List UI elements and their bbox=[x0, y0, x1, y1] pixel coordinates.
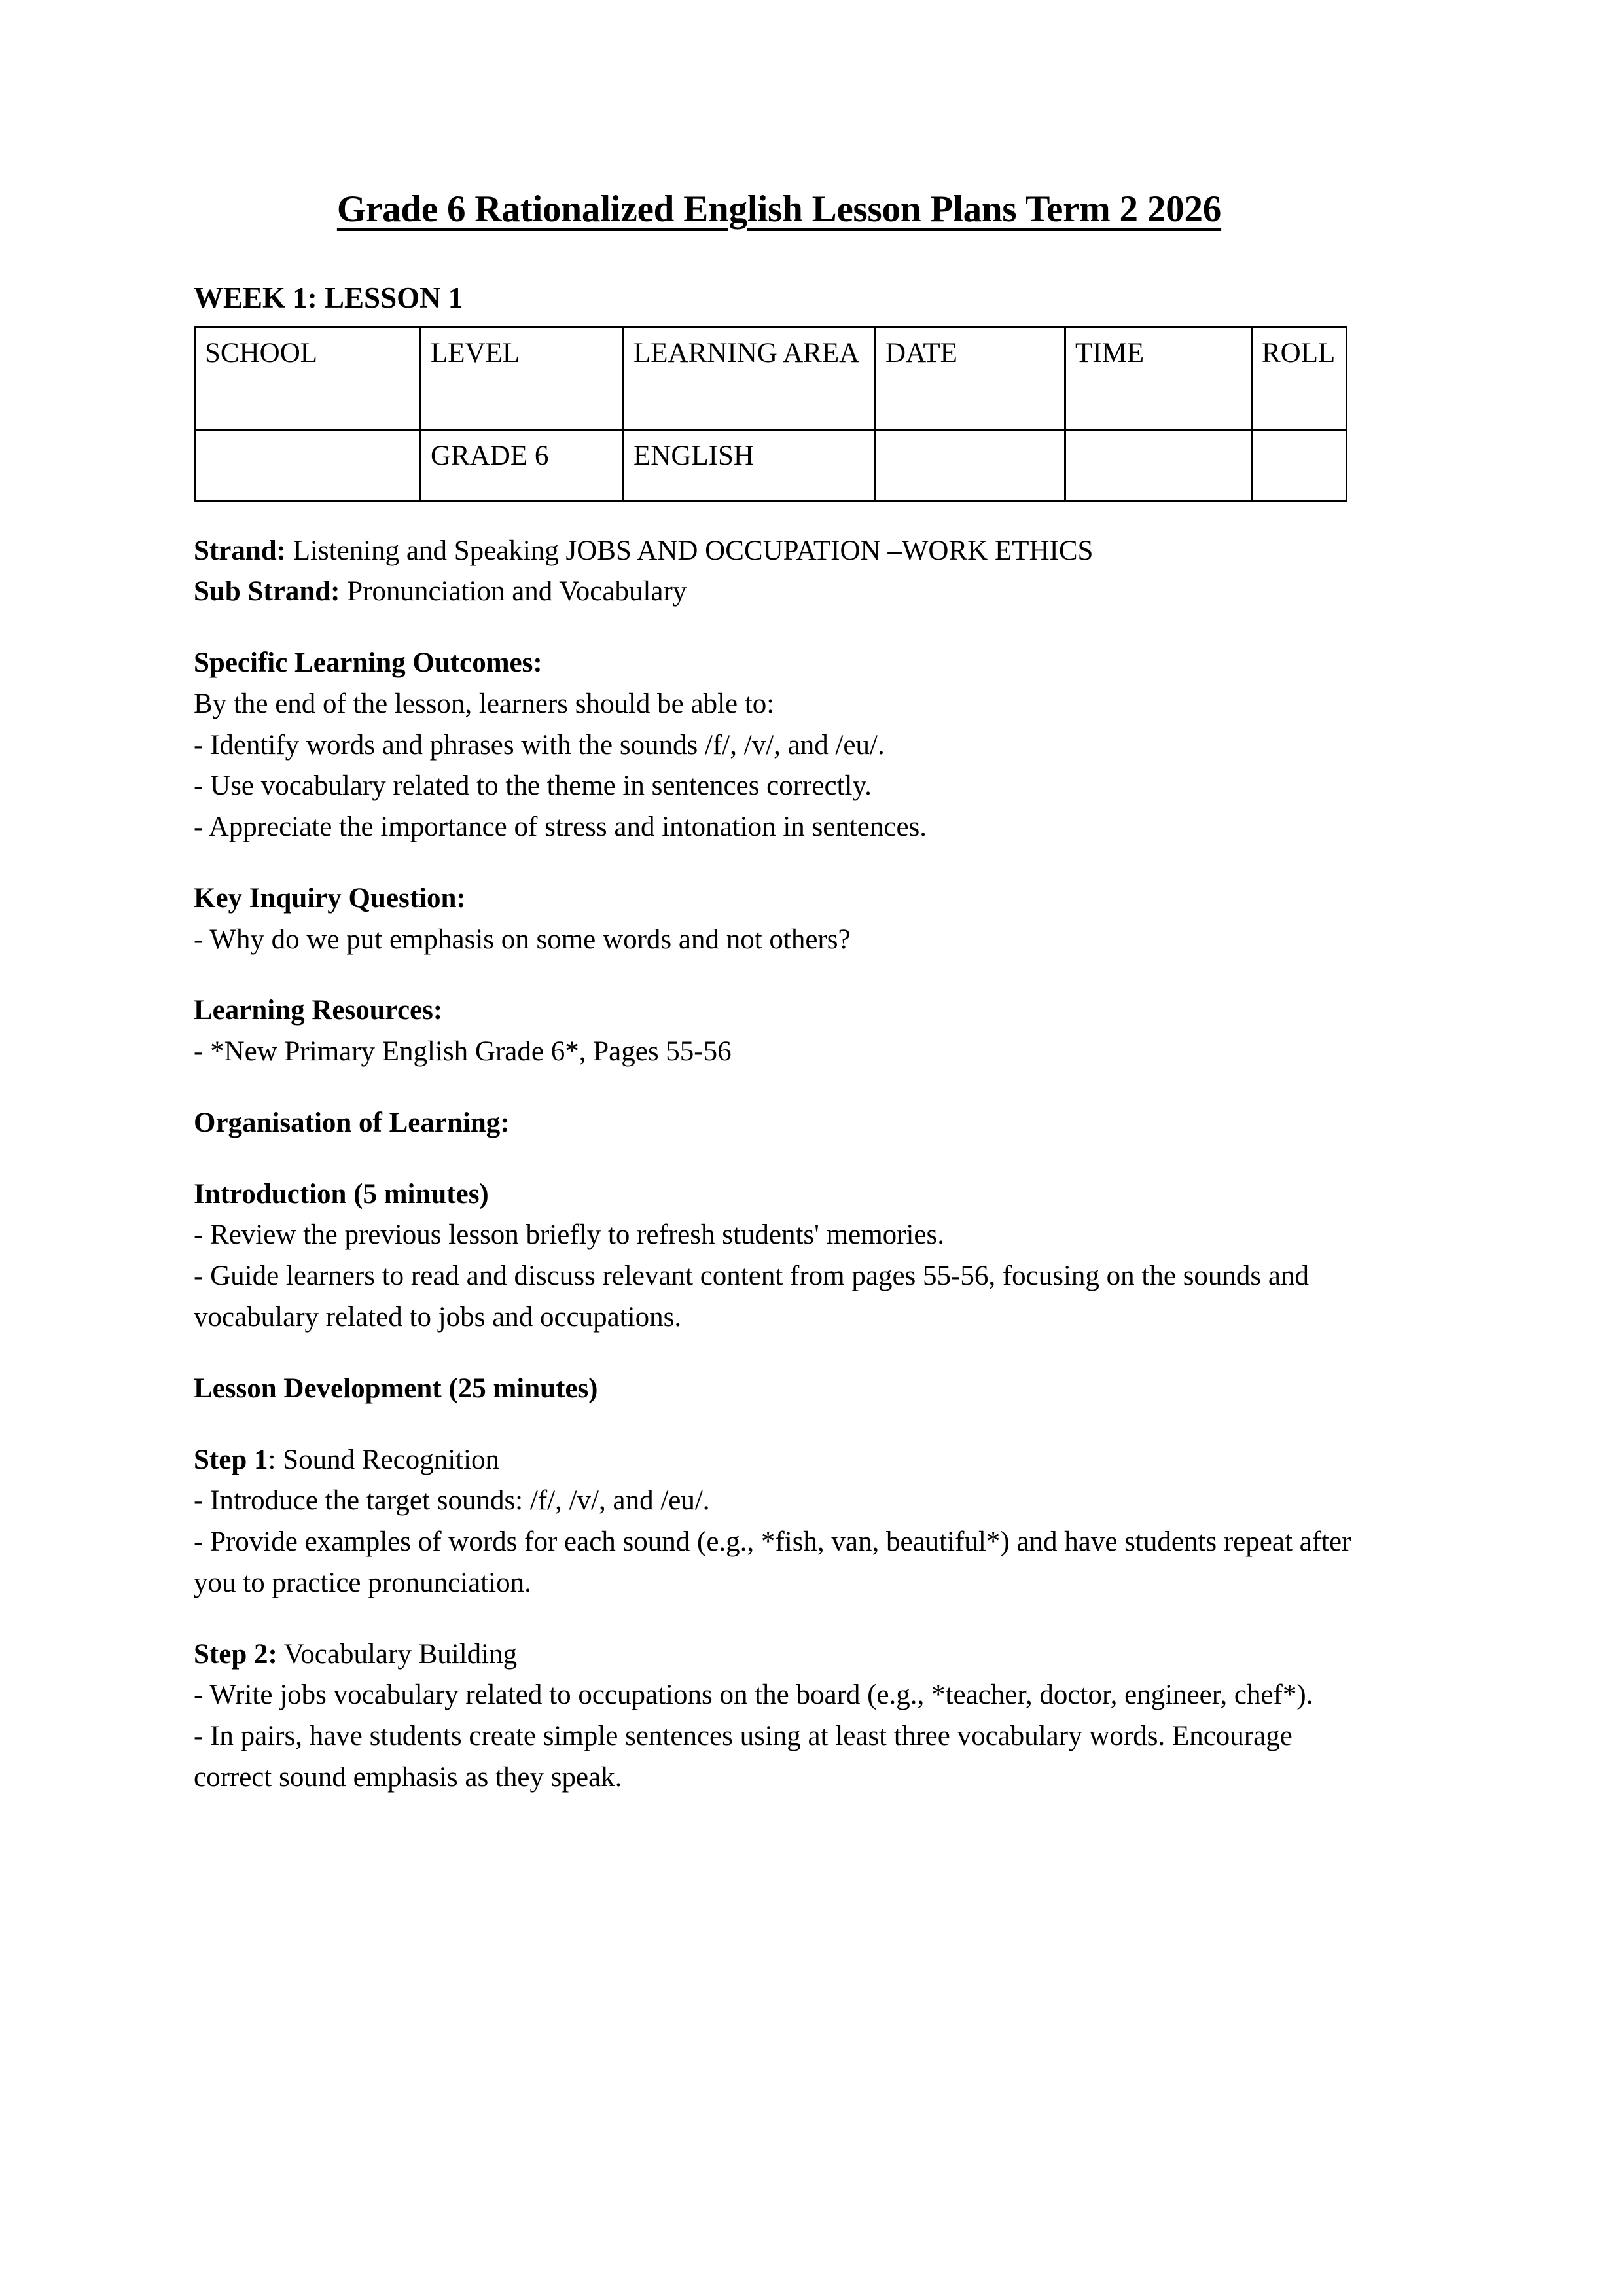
table-header-level: LEVEL bbox=[421, 327, 624, 429]
table-row bbox=[195, 327, 1347, 429]
spacer bbox=[194, 1144, 1364, 1174]
introduction-heading: Introduction (5 minutes) bbox=[194, 1178, 489, 1210]
learning-outcomes-heading: Specific Learning Outcomes: bbox=[194, 647, 543, 679]
step-2-label: Step 2: bbox=[194, 1638, 277, 1670]
step-2-heading bbox=[194, 1634, 1364, 1676]
table-cell-level: GRADE 6 bbox=[421, 429, 624, 501]
list-item: - Review the previous lesson briefly to refresh students' memories. bbox=[194, 1219, 944, 1251]
table-header-time: TIME bbox=[1065, 327, 1252, 429]
spacer bbox=[194, 1410, 1364, 1440]
lesson-development-heading: Lesson Development (25 minutes) bbox=[194, 1372, 598, 1404]
list-item: - *New Primary English Grade 6*, Pages 55-56 bbox=[194, 1036, 732, 1067]
sub-strand-value: Pronunciation and Vocabulary bbox=[340, 576, 687, 607]
table-header-learning-area: LEARNING AREA bbox=[624, 327, 876, 429]
list-item: - Write jobs vocabulary related to occupations on the board (e.g., *teacher, doctor, engineer, chef*). bbox=[194, 1679, 1313, 1711]
list-item: - In pairs, have students create simple sentences using at least three vocabulary words. Encourage correct sound emphasis as they speak. bbox=[194, 1721, 1293, 1793]
table-row bbox=[195, 429, 1347, 501]
spacer bbox=[194, 1604, 1364, 1634]
strand-line bbox=[194, 531, 1364, 572]
page-title: Grade 6 Rationalized English Lesson Plans Term 2 2026 bbox=[336, 188, 1222, 230]
list-item: - Appreciate the importance of stress and intonation in sentences. bbox=[194, 812, 927, 843]
lesson-info-table bbox=[194, 326, 1347, 502]
table-header-roll: ROLL bbox=[1252, 327, 1347, 429]
step-1-label: Step 1 bbox=[194, 1444, 268, 1475]
list-item: - Use vocabulary related to the theme in sentences correctly. bbox=[194, 770, 872, 802]
list-item: - Identify words and phrases with the sounds /f/, /v/, and /eu/. bbox=[194, 729, 885, 761]
list-item: - Guide learners to read and discuss relevant content from pages 55-56, focusing on the sounds and vocabulary related to jobs and occupations. bbox=[194, 1261, 1310, 1333]
strand-value: Listening and Speaking JOBS AND OCCUPATION –WORK ETHICS bbox=[285, 535, 1094, 566]
step-2-title: Vocabulary Building bbox=[277, 1638, 518, 1670]
spacer bbox=[194, 960, 1364, 990]
strand-label: Strand: bbox=[194, 535, 286, 566]
spacer bbox=[194, 1073, 1364, 1103]
sub-strand-line bbox=[194, 571, 1364, 613]
table-cell-roll bbox=[1252, 429, 1347, 501]
table-cell-school bbox=[195, 429, 421, 501]
organisation-heading: Organisation of Learning: bbox=[194, 1107, 510, 1138]
table-header-school: SCHOOL bbox=[195, 327, 421, 429]
table-cell-time bbox=[1065, 429, 1252, 501]
list-item: - Why do we put emphasis on some words and not others? bbox=[194, 924, 851, 955]
week-lesson-heading: WEEK 1: LESSON 1 bbox=[194, 281, 463, 315]
learning-resources-heading: Learning Resources: bbox=[194, 995, 443, 1026]
list-item: - Introduce the target sounds: /f/, /v/, and /eu/. bbox=[194, 1485, 710, 1516]
spacer bbox=[194, 1338, 1364, 1369]
step-1-title: : Sound Recognition bbox=[268, 1444, 500, 1475]
table-header-date: DATE bbox=[876, 327, 1065, 429]
step-1-heading bbox=[194, 1440, 1364, 1481]
sub-strand-label: Sub Strand: bbox=[194, 576, 340, 607]
table-cell-date bbox=[876, 429, 1065, 501]
list-item: - Provide examples of words for each sound (e.g., *fish, van, beautiful*) and have students repeat after you to practice pronunciation. bbox=[194, 1526, 1351, 1598]
table-cell-learning-area: ENGLISH bbox=[624, 429, 876, 501]
spacer bbox=[194, 848, 1364, 878]
key-inquiry-heading: Key Inquiry Question: bbox=[194, 882, 466, 914]
learning-outcomes-intro: By the end of the lesson, learners should be able to: bbox=[194, 688, 775, 719]
spacer bbox=[194, 613, 1364, 643]
